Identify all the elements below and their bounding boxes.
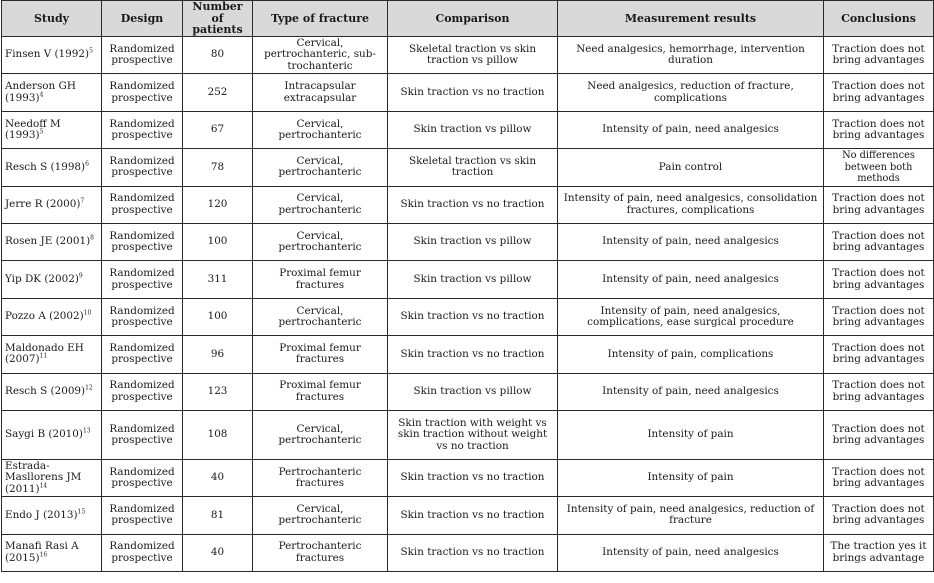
patients-cell: 80 bbox=[183, 37, 253, 74]
design-cell: Randomized prospective bbox=[102, 373, 183, 410]
table-row bbox=[2, 373, 934, 410]
fracture-cell: Pertrochanteric fractures bbox=[253, 459, 388, 496]
comparison-cell: Skin traction vs no traction bbox=[388, 497, 558, 534]
measurement-cell: Intensity of pain, need analgesics bbox=[558, 534, 824, 571]
fracture-cell: Proximal femur fractures bbox=[253, 373, 388, 410]
measurement-cell: Intensity of pain, need analgesics bbox=[558, 223, 824, 260]
comparison-cell: Skin traction vs pillow bbox=[388, 261, 558, 298]
conclusion-cell: Traction does not bring advantages bbox=[824, 186, 934, 223]
table-row bbox=[2, 261, 934, 298]
comparison-cell: Skin traction vs no traction bbox=[388, 74, 558, 111]
reference-number: 8 bbox=[90, 234, 94, 242]
header-design: Design bbox=[102, 1, 183, 37]
measurement-cell: Intensity of pain, need analgesics bbox=[558, 373, 824, 410]
design-cell: Randomized prospective bbox=[102, 186, 183, 223]
comparison-cell: Skin traction vs no traction bbox=[388, 534, 558, 571]
measurement-cell: Need analgesics, reduction of fracture, complications bbox=[558, 74, 824, 111]
comparison-cell: Skin traction vs pillow bbox=[388, 373, 558, 410]
design-cell: Randomized prospective bbox=[102, 298, 183, 335]
fracture-cell: Cervical, pertrochanteric bbox=[253, 298, 388, 335]
reference-number: 13 bbox=[82, 427, 91, 435]
conclusion-cell: Traction does not bring advantages bbox=[824, 298, 934, 335]
study-cell bbox=[2, 373, 102, 410]
patients-cell: 40 bbox=[183, 534, 253, 571]
table-body bbox=[2, 37, 934, 572]
table-row bbox=[2, 336, 934, 373]
table-row bbox=[2, 459, 934, 496]
reference-number: 16 bbox=[39, 551, 48, 559]
table-row bbox=[2, 111, 934, 148]
comparison-cell: Skin traction vs no traction bbox=[388, 186, 558, 223]
patients-cell: 120 bbox=[183, 186, 253, 223]
patients-cell: 100 bbox=[183, 223, 253, 260]
study-name: Saygi B (2010) bbox=[5, 428, 83, 441]
study-cell bbox=[2, 298, 102, 335]
study-cell bbox=[2, 149, 102, 186]
conclusion-cell: Traction does not bring advantages bbox=[824, 37, 934, 74]
reference-number: 12 bbox=[85, 384, 93, 392]
conclusion-cell: Traction does not bring advantages bbox=[824, 497, 934, 534]
patients-cell: 67 bbox=[183, 111, 253, 148]
study-cell bbox=[2, 336, 102, 373]
fracture-cell: Proximal femur fractures bbox=[253, 336, 388, 373]
table-row bbox=[2, 149, 934, 186]
reference-number: 4 bbox=[39, 91, 44, 99]
design-cell: Randomized prospective bbox=[102, 336, 183, 373]
study-cell bbox=[2, 534, 102, 571]
header-row bbox=[2, 1, 934, 37]
patients-cell: 123 bbox=[183, 373, 253, 410]
table-row bbox=[2, 497, 934, 534]
comparison-cell: Skeletal traction vs skin traction vs pillow bbox=[388, 37, 558, 74]
header-conclusions: Conclusions bbox=[824, 1, 934, 37]
fracture-cell: Cervical, pertrochanteric bbox=[253, 186, 388, 223]
study-cell bbox=[2, 74, 102, 111]
study-name: Jerre R (2000) bbox=[5, 198, 81, 211]
table-row bbox=[2, 37, 934, 74]
reference-number: 9 bbox=[78, 272, 83, 280]
patients-cell: 311 bbox=[183, 261, 253, 298]
conclusion-cell: Traction does not bring advantages bbox=[824, 459, 934, 496]
design-cell: Randomized prospective bbox=[102, 410, 183, 459]
measurement-cell: Need analgesics, hemorrhage, intervention duration bbox=[558, 37, 824, 74]
measurement-cell: Intensity of pain bbox=[558, 410, 824, 459]
measurement-cell: Intensity of pain, need analgesics bbox=[558, 261, 824, 298]
study-name: Manafi Rasi A (2015) bbox=[5, 540, 79, 564]
study-cell bbox=[2, 261, 102, 298]
conclusion-cell: Traction does not bring advantages bbox=[824, 223, 934, 260]
reference-number: 6 bbox=[85, 160, 89, 168]
reference-number: 5 bbox=[89, 48, 93, 56]
measurement-cell: Intensity of pain, need analgesics, consolidation fractures, complications bbox=[558, 186, 824, 223]
fracture-cell: Cervical, pertrochanteric bbox=[253, 497, 388, 534]
header-number-of-patients: Number of patients bbox=[183, 1, 253, 37]
patients-cell: 96 bbox=[183, 336, 253, 373]
measurement-cell: Intensity of pain, need analgesics, reduction of fracture bbox=[558, 497, 824, 534]
design-cell: Randomized prospective bbox=[102, 261, 183, 298]
patients-cell: 100 bbox=[183, 298, 253, 335]
table-row bbox=[2, 298, 934, 335]
study-cell bbox=[2, 37, 102, 74]
study-name: Maldonado EH (2007) bbox=[5, 341, 84, 366]
conclusion-cell: Traction does not bring advantages bbox=[824, 336, 934, 373]
study-name: Anderson GH (1993) bbox=[5, 80, 76, 104]
study-cell bbox=[2, 497, 102, 534]
header-study: Study bbox=[2, 1, 102, 37]
study-name: Finsen V (1992) bbox=[5, 48, 90, 61]
design-cell: Randomized prospective bbox=[102, 497, 183, 534]
patients-cell: 81 bbox=[183, 497, 253, 534]
reference-number: 5 bbox=[39, 128, 44, 136]
fracture-cell: Intracapsular extracapsular bbox=[253, 74, 388, 111]
measurement-cell: Intensity of pain, need analgesics bbox=[558, 111, 824, 148]
study-name: Endo J (2013) bbox=[5, 508, 78, 521]
study-name: Yip DK (2002) bbox=[5, 272, 79, 285]
reference-number: 11 bbox=[39, 352, 48, 360]
conclusion-cell: Traction does not bring advantages bbox=[824, 74, 934, 111]
reference-number: 7 bbox=[80, 197, 85, 205]
fracture-cell: Cervical, pertrochanteric bbox=[253, 410, 388, 459]
study-name: Needoff M (1993) bbox=[5, 117, 61, 141]
study-cell bbox=[2, 223, 102, 260]
design-cell: Randomized prospective bbox=[102, 459, 183, 496]
fracture-cell: Cervical, pertrochanteric, sub-trochanteric bbox=[253, 37, 388, 74]
table-row bbox=[2, 534, 934, 571]
conclusion-cell: Traction does not bring advantages bbox=[824, 111, 934, 148]
table-row bbox=[2, 186, 934, 223]
study-name: Pozzo A (2002) bbox=[5, 310, 84, 323]
study-cell bbox=[2, 459, 102, 496]
fracture-cell: Cervical, pertrochanteric bbox=[253, 111, 388, 148]
comparison-cell: Skin traction vs no traction bbox=[388, 336, 558, 373]
design-cell: Randomized prospective bbox=[102, 74, 183, 111]
studies-table bbox=[1, 0, 934, 572]
study-name: Resch S (2009) bbox=[5, 385, 86, 397]
table-row bbox=[2, 410, 934, 459]
patients-cell: 252 bbox=[183, 74, 253, 111]
measurement-cell: Pain control bbox=[558, 149, 824, 186]
comparison-cell: Skeletal traction vs skin traction bbox=[388, 149, 558, 186]
patients-cell: 108 bbox=[183, 410, 253, 459]
comparison-cell: Skin traction vs no traction bbox=[388, 459, 558, 496]
study-name: Resch S (1998) bbox=[5, 160, 86, 173]
study-cell bbox=[2, 111, 102, 148]
reference-number: 14 bbox=[39, 482, 48, 490]
table-row bbox=[2, 74, 934, 111]
fracture-cell: Proximal femur fractures bbox=[253, 261, 388, 298]
conclusion-cell: Traction does not bring advantages bbox=[824, 373, 934, 410]
reference-number: 15 bbox=[77, 508, 86, 516]
header-comparison: Comparison bbox=[388, 1, 558, 37]
study-cell bbox=[2, 410, 102, 459]
conclusion-cell: Traction does not bring advantages bbox=[824, 410, 934, 459]
design-cell: Randomized prospective bbox=[102, 149, 183, 186]
fracture-cell: Cervical, pertrochanteric bbox=[253, 149, 388, 186]
study-cell bbox=[2, 186, 102, 223]
design-cell: Randomized prospective bbox=[102, 223, 183, 260]
study-name: Rosen JE (2001) bbox=[5, 235, 91, 248]
design-cell: Randomized prospective bbox=[102, 534, 183, 571]
conclusion-cell: The traction yes it brings advantage bbox=[824, 534, 934, 571]
design-cell: Randomized prospective bbox=[102, 111, 183, 148]
design-cell: Randomized prospective bbox=[102, 37, 183, 74]
study-name: Estrada-Masllorens JM (2011) bbox=[5, 459, 82, 495]
comparison-cell: Skin traction vs pillow bbox=[388, 111, 558, 148]
comparison-cell: Skin traction vs no traction bbox=[388, 298, 558, 335]
patients-cell: 40 bbox=[183, 459, 253, 496]
conclusion-cell: No differences between both methods bbox=[824, 149, 934, 186]
patients-cell: 78 bbox=[183, 149, 253, 186]
comparison-cell: Skin traction with weight vs skin traction without weight vs no traction bbox=[388, 410, 558, 459]
reference-number: 10 bbox=[83, 309, 92, 317]
measurement-cell: Intensity of pain, need analgesics, complications, ease surgical procedure bbox=[558, 298, 824, 335]
header-measurement-results: Measurement results bbox=[558, 1, 824, 37]
fracture-cell: Pertrochanteric fractures bbox=[253, 534, 388, 571]
table-row bbox=[2, 223, 934, 260]
fracture-cell: Cervical, pertrochanteric bbox=[253, 223, 388, 260]
header-type-of-fracture: Type of fracture bbox=[253, 1, 388, 37]
conclusion-cell: Traction does not bring advantages bbox=[824, 261, 934, 298]
comparison-cell: Skin traction vs pillow bbox=[388, 223, 558, 260]
measurement-cell: Intensity of pain bbox=[558, 459, 824, 496]
measurement-cell: Intensity of pain, complications bbox=[558, 336, 824, 373]
